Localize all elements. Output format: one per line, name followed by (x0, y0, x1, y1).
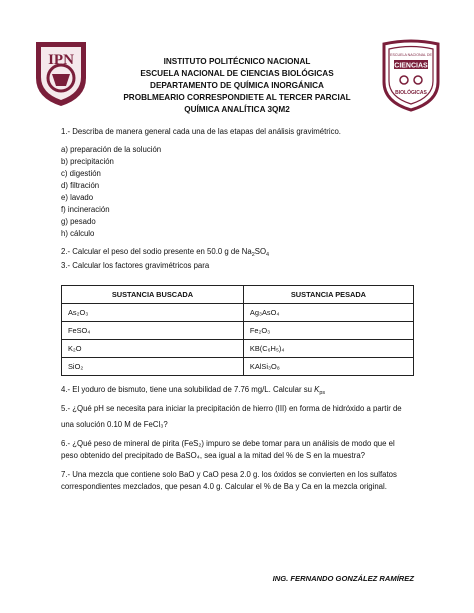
weighed-substance-cell: Ag₃AsO₄ (243, 304, 413, 322)
table-row (62, 304, 414, 322)
list-item: h) cálculo (61, 229, 95, 238)
problem-set (61, 126, 414, 492)
question-6-line-1: 6.- ¿Qué peso de mineral de pirita (FeS₂) impuro se debe tomar para un análisis de modo que el (61, 439, 395, 448)
weighed-substance-cell: KAlSi₃O₈ (243, 358, 413, 376)
table-header-row (62, 286, 414, 304)
question-7-line-1: 7.- Una mezcla que contiene solo BaO y CaO pesa 2.0 g. los óxidos se convierten en los sulfatos (61, 470, 397, 479)
list-item: f) incineración (61, 205, 110, 214)
document-title: PROBLMEARIO CORRESPONDIETE AL TERCER PARCIAL (123, 93, 351, 102)
department-name: DEPARTAMENTO DE QUÍMICA INORGÁNICA (150, 81, 324, 90)
question-7-line-2: correspondientes mezclados, que pesan 4.0 g. Calcular el % de Ba y Ca en la mezcla original. (61, 482, 387, 491)
table-row (62, 340, 414, 358)
sought-substance-cell: FeSO₄ (62, 322, 244, 340)
table-header-sought: SUSTANCIA BUSCADA (62, 286, 244, 304)
list-item: e) lavado (61, 193, 94, 202)
gravimetric-factors-table (61, 285, 414, 376)
svg-text:BIOLÓGICAS: BIOLÓGICAS (395, 90, 427, 96)
question-5-line-1: 5.- ¿Qué pH se necesita para iniciar la precipitación de hierro (III) en forma de hidróxido a partir de (61, 404, 402, 413)
question-4: 4.- El yoduro de bismuto, tiene una solubilidad de 7.76 mg/L. Calcular su $K_{ps}$ (61, 385, 326, 396)
question-3: 3.- Calcular los factores gravimétricos para (61, 261, 210, 270)
institution-name: INSTITUTO POLITÉCNICO NACIONAL (163, 57, 311, 66)
question-2: 2.- Calcular el peso del sodio presente en 50.0 g de $Na_2SO_4$ (61, 247, 270, 258)
sought-substance-cell: K₂O (62, 340, 244, 358)
ipn-logo-text: IPN (48, 52, 74, 68)
question-5-line-2: una solución 0.10 M de FeCl₃? (61, 420, 168, 429)
sought-substance-cell: As₂O₃ (62, 304, 244, 322)
table-row (62, 358, 414, 376)
author-signature: ING. FERNANDO GONZÁLEZ RAMÍREZ (272, 574, 414, 583)
school-name: ESCUELA NACIONAL DE CIENCIAS BIOLÓGICAS (140, 69, 334, 78)
question-1-options (61, 144, 414, 240)
list-item: b) precipitación (61, 157, 114, 166)
weighed-substance-cell: KB(C₆H₅)₄ (243, 340, 413, 358)
encb-logo (380, 38, 442, 112)
weighed-substance-cell: Fe₂O₃ (243, 322, 413, 340)
question-1: 1.- Describa de manera general cada una de las etapas del análisis gravimétrico. (61, 127, 341, 136)
list-item: c) digestión (61, 169, 101, 178)
svg-text:CIENCIAS: CIENCIAS (394, 62, 428, 70)
ipn-logo (30, 38, 92, 108)
table-header-weighed: SUSTANCIA PESADA (243, 286, 413, 304)
course-name: QUÍMICA ANALÍTICA 3QM2 (184, 105, 290, 114)
list-item: a) preparación de la solución (61, 145, 162, 154)
svg-text:ESCUELA NACIONAL DE: ESCUELA NACIONAL DE (390, 53, 432, 57)
document-header (92, 56, 382, 116)
list-item: d) filtración (61, 181, 100, 190)
list-item: g) pesado (61, 217, 96, 226)
question-6-line-2: peso obtenido del precipitado de BaSO₄, sea igual a la mitad del % de S en la muestra? (61, 451, 365, 460)
sought-substance-cell: SiO₂ (62, 358, 244, 376)
table-row (62, 322, 414, 340)
